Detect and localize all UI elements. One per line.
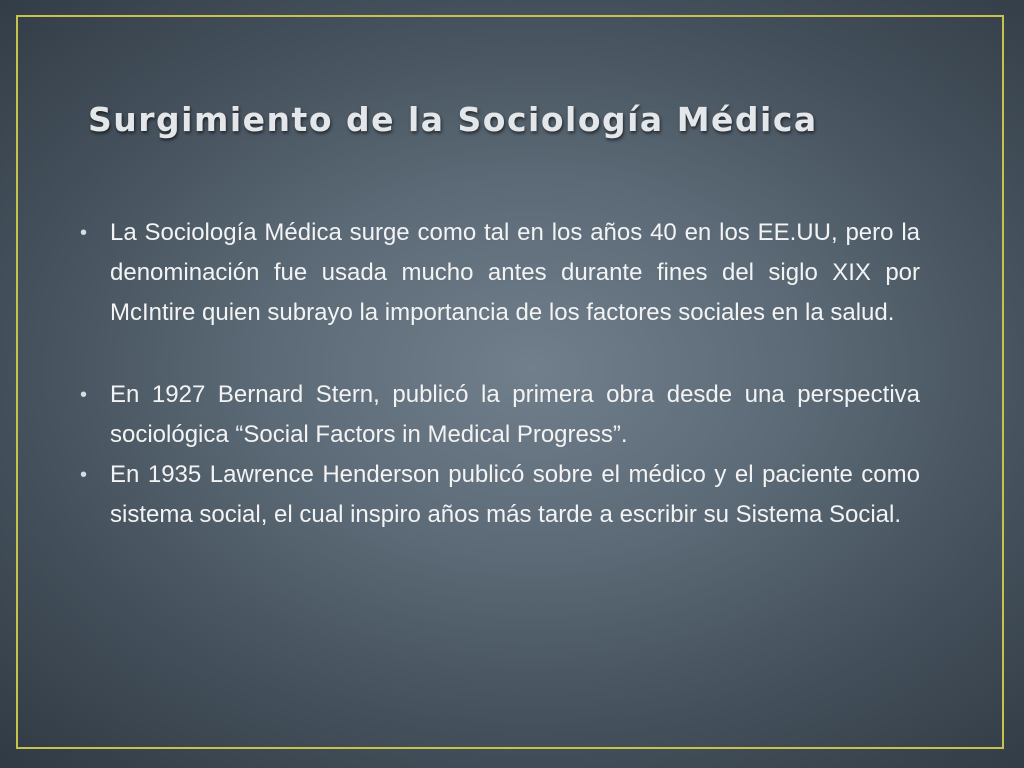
bullet-icon: •: [80, 384, 88, 406]
bullet-text: En 1927 Bernard Stern, publicó la primera obra desde una perspectiva sociológica “Social Factors in Medical Progress”.: [110, 381, 920, 448]
slide-title: Surgimiento de la Sociología Médica: [88, 100, 818, 139]
bullet-list: [78, 213, 920, 535]
bullet-icon: •: [80, 464, 88, 486]
bullet-icon: •: [80, 222, 88, 244]
bullet-item: [78, 375, 920, 455]
bullet-item: [78, 455, 920, 535]
bullet-item: [78, 213, 920, 333]
bullet-text: La Sociología Médica surge como tal en los años 40 en los EE.UU, pero la denominación fue usada mucho antes durante fines del siglo XIX por McIntire quien subrayo la importancia de los factores sociales en la salud.: [110, 219, 920, 326]
bullet-text: En 1935 Lawrence Henderson publicó sobre el médico y el paciente como sistema social, el cual inspiro años más tarde a escribir su Sistema Social.: [110, 461, 920, 528]
